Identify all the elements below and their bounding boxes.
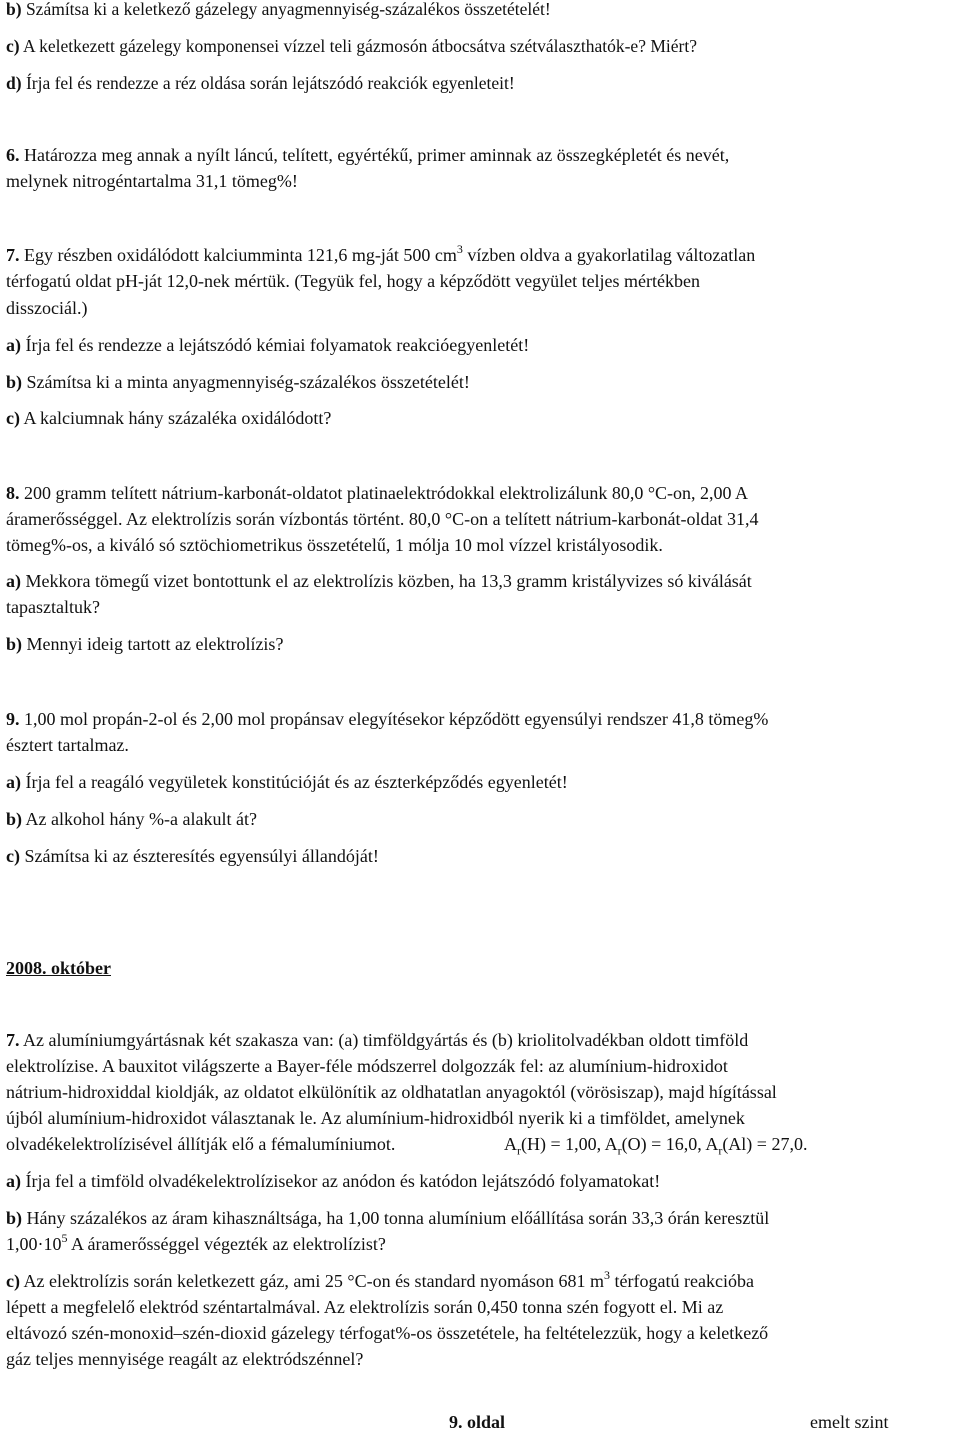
- item-label: a): [6, 571, 21, 591]
- question-9-line: [6, 732, 129, 758]
- question-7-line: [6, 242, 755, 268]
- question-text: melynek nitrogéntartalma 31,1 tömeg%!: [6, 171, 298, 191]
- question-9-b: [6, 806, 257, 832]
- question-number: 8.: [6, 483, 20, 503]
- question-text: Egy részben oxidálódott kalciumminta 121,6 mg-ját 500 cm: [24, 245, 457, 265]
- question-8-a: [6, 594, 100, 620]
- question-7-a: [6, 332, 529, 358]
- question-text: Határozza meg annak a nyílt láncú, telített, egyértékű, primer aminnak az összegképletét és nevét,: [24, 145, 730, 165]
- question-number: 6.: [6, 145, 20, 165]
- item-text: tapasztaltuk?: [6, 597, 100, 617]
- item-text: Számítsa ki a minta anyagmennyiség-százalékos összetételét!: [26, 372, 470, 392]
- item-label: c): [6, 36, 20, 56]
- question-7-b: [6, 369, 470, 395]
- ar-value-h: (H) = 1,00,: [521, 1134, 602, 1154]
- question-text: elektrolízise. A bauxitot világszerte a Bayer-féle módszerrel dolgozzák fel: az alumínium-hidroxidot: [6, 1056, 728, 1076]
- ar-value-al: (Al) = 27,0.: [722, 1134, 808, 1154]
- section-heading: 2008. október: [6, 958, 111, 978]
- question-8-b: [6, 631, 283, 657]
- question-7b-line: [6, 1105, 745, 1131]
- item-text: A keletkezett gázelegy komponensei vízzel teli gázmosón átbocsátva szétválaszthatók-e? Miért?: [23, 36, 697, 56]
- item-text: Írja fel és rendezze a lejátszódó kémiai folyamatok reakcióegyenletét!: [25, 335, 530, 355]
- item-d: [6, 70, 515, 96]
- item-label: b): [6, 634, 23, 654]
- item-label: c): [6, 846, 20, 866]
- item-text: Hány százalékos az áram kihasználtsága, ha 1,00 tonna alumínium előállítása során 33,3 órán keresztül: [26, 1208, 770, 1228]
- question-7b-a: [6, 1168, 660, 1194]
- question-7b-c: [6, 1294, 723, 1320]
- exam-level: emelt szint: [810, 1412, 889, 1432]
- question-6-line: [6, 142, 729, 168]
- question-text: Az alumíniumgyártásnak két szakasza van: (a) timföldgyártás és (b) kriolitolvadékban oldott timföld: [23, 1030, 749, 1050]
- question-8-line: [6, 532, 663, 558]
- question-8-line: [6, 480, 748, 506]
- item-text: eltávozó szén-monoxid–szén-dioxid gázelegy térfogat%-os összetétele, ha feltételezzük, hogy a keletkező: [6, 1323, 769, 1343]
- item-label: a): [6, 335, 21, 355]
- question-text: olvadékelektrolízisével állítják elő a fémalumíniumot.: [6, 1134, 396, 1154]
- question-8-a: [6, 568, 752, 594]
- question-9-c: [6, 843, 379, 869]
- item-text: A kalciumnak hány százaléka oxidálódott?: [23, 408, 332, 428]
- item-text: Az elektrolízis során keletkezett gáz, ami 25 °C-on és standard nyomáson 681 m: [23, 1271, 605, 1291]
- question-text: térfogatú oldat pH-ját 12,0-nek mértük. (Tegyük fel, hogy a képződött vegyület teljes mértékben: [6, 271, 701, 291]
- question-7b-c: [6, 1320, 768, 1346]
- question-7b-c: [6, 1346, 363, 1372]
- question-text: nátrium-hidroxiddal kioldják, az oldatot elkülönítik az oldhatatlan anyagoktól (vörösiszap), majd hígítással: [6, 1082, 777, 1102]
- question-7b-line: [6, 1027, 748, 1053]
- item-text: lépett a megfelelő elektród széntartalmával. Az elektrolízis során 0,450 tonna szén fogyott el. Mi az: [6, 1297, 724, 1317]
- item-text: Számítsa ki az észteresítés egyensúlyi állandóját!: [24, 846, 379, 866]
- question-number: 7.: [6, 245, 20, 265]
- item-text: A áramerősséggel végezték az elektrolízist?: [71, 1234, 386, 1254]
- item-text: gáz teljes mennyisége reagált az elektródszénnel?: [6, 1349, 364, 1369]
- atomic-masses: [504, 1131, 807, 1157]
- ar-subscript: r: [718, 1143, 723, 1158]
- item-text: térfogatú reakcióba: [614, 1271, 754, 1291]
- question-7b-line: [6, 1079, 777, 1105]
- item-text: Mekkora tömegű vizet bontottunk el az elektrolízis közben, ha 13,3 gramm kristályvizes só kiválását: [25, 571, 752, 591]
- question-text: vízben oldva a gyakorlatilag változatlan: [467, 245, 756, 265]
- question-text: 1,00 mol propán-2-ol és 2,00 mol propánsav elegyítésekor képződött egyensúlyi rendszer 41,8 tömeg%: [24, 709, 769, 729]
- item-label: b): [6, 0, 22, 19]
- item-label: a): [6, 1171, 21, 1191]
- question-text: újból alumínium-hidroxidot választanak le. Az alumínium-hidroxidból nyerik ki a timföldet, amelynek: [6, 1108, 745, 1128]
- question-7b-b: [6, 1231, 386, 1257]
- item-label: d): [6, 73, 22, 93]
- question-7b-b: [6, 1205, 769, 1231]
- question-7-line: [6, 268, 700, 294]
- item-label: b): [6, 1208, 23, 1228]
- item-text: 1,00·10: [6, 1234, 62, 1254]
- superscript: 3: [604, 1268, 611, 1282]
- question-7-line: [6, 295, 87, 321]
- item-label: b): [6, 809, 23, 829]
- ar-value-o: (O) = 16,0,: [621, 1134, 702, 1154]
- item-text: Az alkohol hány %-a alakult át?: [25, 809, 257, 829]
- ar-subscript: r: [617, 1143, 622, 1158]
- superscript: 3: [456, 242, 463, 256]
- question-number: 9.: [6, 709, 20, 729]
- item-text: Írja fel a timföld olvadékelektrolízisekor az anódon és katódon lejátszódó folyamatokat!: [25, 1171, 661, 1191]
- item-text: Írja fel a reagáló vegyületek konstitúcióját és az észterképződés egyenletét!: [25, 772, 568, 792]
- page-number: 9. oldal: [449, 1412, 506, 1432]
- question-7b-line: [6, 1131, 395, 1157]
- item-label: a): [6, 772, 21, 792]
- question-text: észtert tartalmaz.: [6, 735, 129, 755]
- item-text: Számítsa ki a keletkező gázelegy anyagmennyiség-százalékos összetételét!: [25, 0, 551, 19]
- superscript: 5: [61, 1231, 68, 1245]
- ar-symbol: A: [705, 1134, 719, 1154]
- ar-symbol: A: [504, 1134, 517, 1154]
- question-6-line: [6, 168, 298, 194]
- item-text: Mennyi ideig tartott az elektrolízis?: [26, 634, 284, 654]
- item-c: [6, 33, 697, 59]
- question-8-line: [6, 506, 758, 532]
- question-text: disszociál.): [6, 298, 88, 318]
- question-9-a: [6, 769, 568, 795]
- question-7-c: [6, 405, 331, 431]
- item-label: b): [6, 372, 23, 392]
- ar-subscript: r: [517, 1143, 521, 1158]
- item-label: c): [6, 408, 20, 428]
- item-label: c): [6, 1271, 20, 1291]
- question-text: 200 gramm telített nátrium-karbonát-oldatot platinaelektródokkal elektrolizálunk 80,0 °C-on, 2,00 A: [24, 483, 749, 503]
- item-b: [6, 0, 551, 22]
- question-7b-c: [6, 1268, 754, 1294]
- question-7b-line: [6, 1053, 728, 1079]
- question-text: tömeg%-os, a kiváló só sztöchiometrikus összetételű, 1 mólja 10 mol vízzel kristályosodik.: [6, 535, 663, 555]
- question-9-line: [6, 706, 768, 732]
- question-text: áramerősséggel. Az elektrolízis során vízbontás történt. 80,0 °C-on a telített nátrium-karbonát-oldat 31,4: [6, 509, 759, 529]
- item-text: Írja fel és rendezze a réz oldása során lejátszódó reakciók egyenleteit!: [25, 73, 515, 93]
- ar-symbol: A: [604, 1134, 618, 1154]
- question-number: 7.: [6, 1030, 20, 1050]
